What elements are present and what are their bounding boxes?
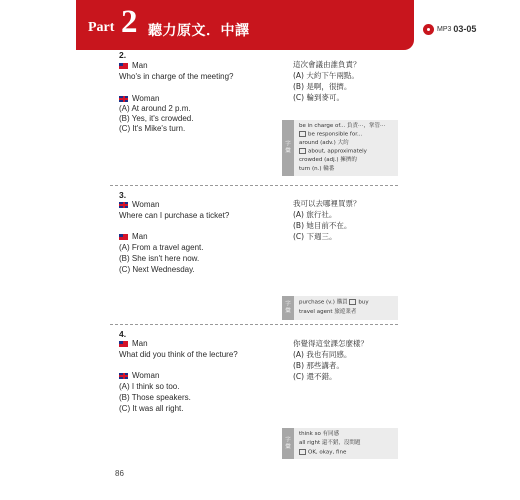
speaker-line <box>119 371 159 381</box>
answer-option: (B) She isn't here now. <box>119 254 200 263</box>
answer-option: (C) Next Wednesday. <box>119 265 195 274</box>
speaker-line <box>119 232 148 242</box>
vocab-entry: all right 還不錯，沒問題 <box>299 440 361 446</box>
page-number: 86 <box>115 469 124 478</box>
vocab-synonym: be responsible for... <box>299 131 362 139</box>
translation-option: (B) 她目前不在。 <box>293 221 352 230</box>
section-divider <box>110 185 398 186</box>
question-number: 2. <box>119 50 127 60</box>
translation-option: (C) 輪到麥可。 <box>293 93 344 102</box>
question-number: 3. <box>119 190 127 200</box>
speaker-name: Man <box>132 232 148 241</box>
vocab-entry: crowded (adj.) 擁擠的 <box>299 157 357 163</box>
uk-flag-icon <box>119 373 128 379</box>
speaker-line <box>119 61 148 71</box>
translation-prompt: 我可以去哪裡買票？ <box>293 199 361 208</box>
translation-option: (A) 旅行社。 <box>293 210 337 219</box>
part-label: Part <box>88 20 115 35</box>
part-number: 2 <box>121 4 138 40</box>
speaker-name: Man <box>132 339 148 348</box>
question-number: 4. <box>119 329 127 339</box>
vocab-synonym: OK, okay, fine <box>299 449 346 457</box>
vocabulary-box <box>282 428 398 459</box>
chapter-title: 聽力原文．中譯 <box>148 22 250 38</box>
vocab-entry: travel agent 旅遊業者 <box>299 309 357 315</box>
synonym-box-icon <box>299 131 306 137</box>
speaker-line <box>119 200 159 210</box>
translation-prompt: 這次會議由誰負責？ <box>293 60 361 69</box>
translation-prompt: 你覺得這堂課怎麼樣？ <box>293 339 368 348</box>
vocabulary-tag: 字彙 <box>282 296 294 320</box>
vocabulary-tag: 字彙 <box>282 120 294 176</box>
synonym-box-icon <box>299 449 306 455</box>
answer-option: (B) Yes, it's crowded. <box>119 114 194 123</box>
uk-flag-icon <box>119 202 128 208</box>
speaker-name: Woman <box>132 371 160 380</box>
answer-option: (C) It's Mike's turn. <box>119 124 186 133</box>
taiwan-flag-icon <box>119 234 128 240</box>
vocab-synonym: about, approximately <box>299 148 367 156</box>
vocabulary-box <box>282 120 398 176</box>
synonym-box-icon <box>349 299 356 305</box>
speaker-line <box>119 339 148 349</box>
question-prompt: Who's in charge of the meeting? <box>119 72 234 81</box>
vocab-entry: purchase (v.) 購買 buy <box>299 299 369 306</box>
vocabulary-box <box>282 296 398 320</box>
speaker-line <box>119 94 159 104</box>
speaker-name: Man <box>132 61 148 70</box>
cd-icon <box>423 24 434 35</box>
translation-option: (A) 我也有同感。 <box>293 350 352 359</box>
vocabulary-tag: 字彙 <box>282 428 294 459</box>
taiwan-flag-icon <box>119 63 128 69</box>
chapter-header <box>76 0 477 50</box>
question-prompt: What did you think of the lecture? <box>119 350 238 359</box>
vocab-entry: think so 有同感 <box>299 431 340 437</box>
translation-option: (C) 下週三。 <box>293 232 337 241</box>
translation-option: (A) 大約下午兩點。 <box>293 71 359 80</box>
track-range: 03-05 <box>453 24 477 34</box>
section-divider <box>110 324 398 325</box>
speaker-name: Woman <box>132 94 160 103</box>
question-prompt: Where can I purchase a ticket? <box>119 211 230 220</box>
mp3-label: MP3 <box>437 25 452 33</box>
answer-option: (A) From a travel agent. <box>119 243 204 252</box>
vocab-entry: be in charge of... 負責⋯，掌管⋯ <box>299 123 386 129</box>
answer-option: (C) It was all right. <box>119 404 184 413</box>
synonym-box-icon <box>299 148 306 154</box>
taiwan-flag-icon <box>119 341 128 347</box>
vocab-entry: around (adv.) 大約 <box>299 140 349 146</box>
mp3-track-badge <box>421 21 481 37</box>
answer-option: (A) At around 2 p.m. <box>119 104 191 113</box>
uk-flag-icon <box>119 96 128 102</box>
vocab-entry: turn (n.) 輪番 <box>299 166 335 172</box>
translation-option: (B) 是啊，很擠。 <box>293 82 352 91</box>
answer-option: (B) Those speakers. <box>119 393 191 402</box>
answer-option: (A) I think so too. <box>119 382 180 391</box>
speaker-name: Woman <box>132 200 160 209</box>
translation-option: (C) 還不錯。 <box>293 372 337 381</box>
translation-option: (B) 那些講者。 <box>293 361 344 370</box>
